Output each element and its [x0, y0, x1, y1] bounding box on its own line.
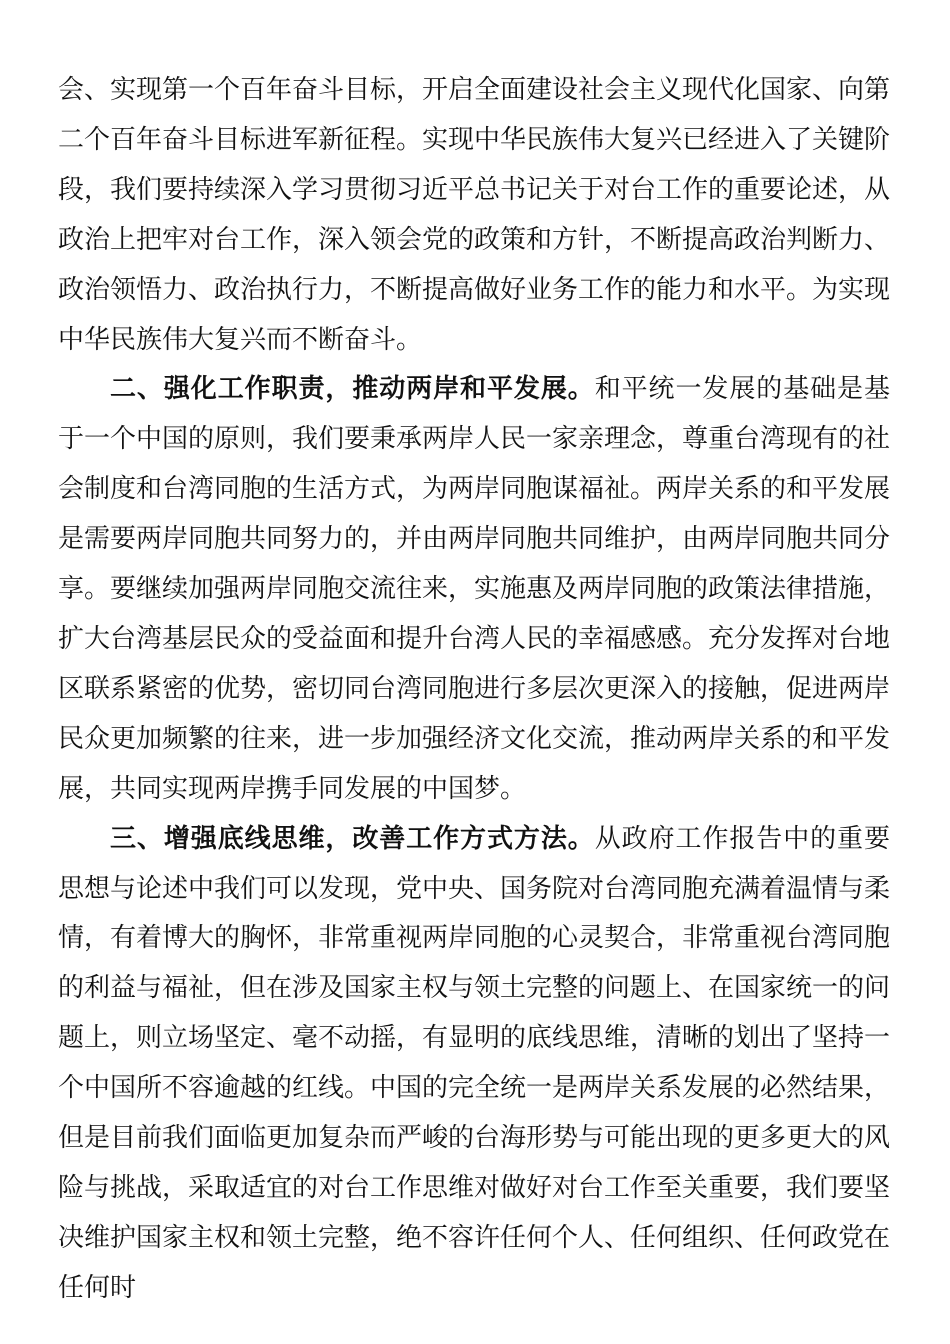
paragraph-section-3 [58, 815, 890, 1314]
section-2-body: 和平统一发展的基础是基于一个中国的原则，我们要秉承两岸人民一家亲理念，尊重台湾现有的社会制度和台湾同胞的生活方式，为两岸同胞谋福祉。两岸关系的和平发展是需要两岸同胞共同努力的，并由两岸同胞共同维护，由两岸同胞共同分享。要继续加强两岸同胞交流往来，实施惠及两岸同胞的政策法律措施，扩大台湾基层民众的受益面和提升台湾人民的幸福感感。充分发挥对台地区联系紧密的优势，密切同台湾同胞进行多层次更深入的接触，促进两岸民众更加频繁的往来，进一步加强经济文化交流，推动两岸关系的和平发展，共同实现两岸携手同发展的中国梦。 [58, 374, 891, 804]
paragraph-section-2 [58, 365, 890, 814]
section-2-heading: 二、强化工作职责，推动两岸和平发展。 [110, 374, 595, 405]
section-3-body: 从政府工作报告中的重要思想与论述中我们可以发现，党中央、国务院对台湾同胞充满着温情与柔情，有着博大的胸怀，非常重视两岸同胞的心灵契合，非常重视台湾同胞的利益与福祉，但在涉及国家主权与领土完整的问题上、在国家统一的问题上，则立场坚定、毫不动摇，有显明的底线思维，清晰的划出了坚持一个中国所不容逾越的红线。中国的完全统一是两岸关系发展的必然结果，但是目前我们面临更加复杂而严峻的台海形势与可能出现的更多更大的风险与挑战，采取适宜的对台工作思维对做好对台工作至关重要，我们要坚决维护国家主权和领土完整，绝不容许任何个人、任何组织、任何政党在任何时 [58, 823, 891, 1303]
paragraph-continuation [58, 66, 890, 365]
document-page [58, 66, 890, 1314]
section-3-heading: 三、增强底线思维，改善工作方式方法。 [110, 823, 595, 854]
paragraph-1-body: 会、实现第一个百年奋斗目标，开启全面建设社会主义现代化国家、向第二个百年奋斗目标进军新征程。实现中华民族伟大复兴已经进入了关键阶段，我们要持续深入学习贯彻习近平总书记关于对台工作的重要论述，从政治上把牢对台工作，深入领会党的政策和方针，不断提高政治判断力、政治领悟力、政治执行力，不断提高做好业务工作的能力和水平。为实现中华民族伟大复兴而不断奋斗。 [58, 75, 891, 355]
